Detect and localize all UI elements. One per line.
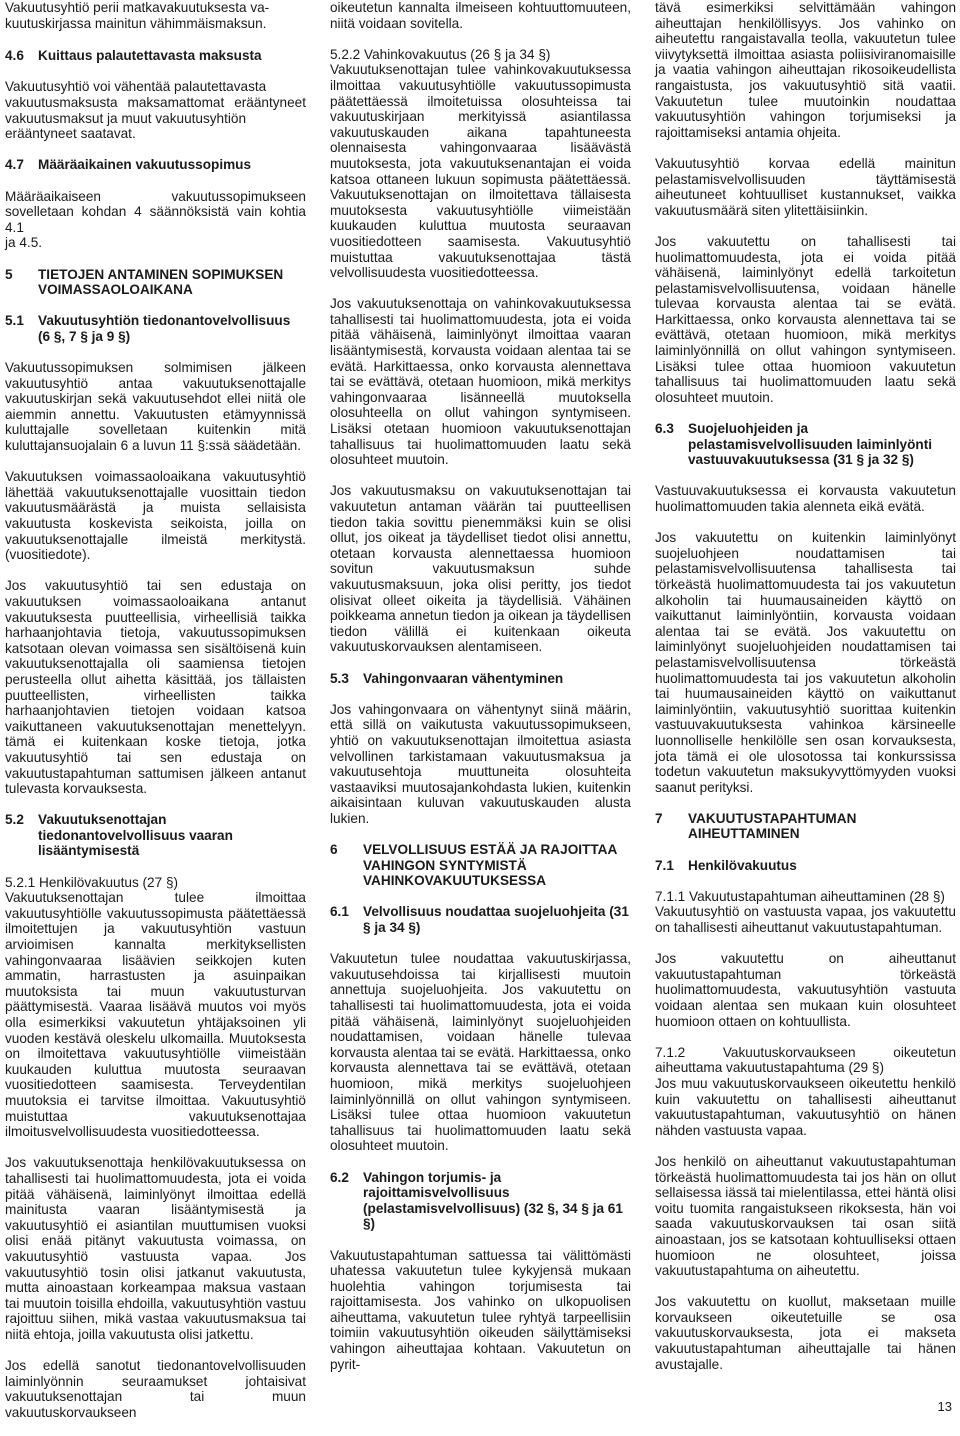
paragraph: Vakuutustapahtuman sattuessa tai välittömästi uhatessa vakuutetun tulee kykyjensä mukaan huolehtia vahingon torjumisesta tai rajoittamisesta. Jos vahinko on ulkopuolisen aiheuttama, vakuutetun tulee ryhtyä tarpeellisiin toimiin vakuutusyhtiön oikeuden säilyttämiseksi vahingon aiheuttajaa kohtaan. Vakuutetun on pyrit- bbox=[330, 1247, 631, 1372]
paragraph: Jos vakuutuksenottaja on vahinkovakuutuksessa tahallisesti tai huolimattomuudesta, jota ei voida pitää vähäisenä, laiminlyönyt ilmoittaa vaaran lisääntymisestä, korvausta voidaan alentaa tai se evätä. Harkittaessa, onko korvausta alennettava tai se evättävä, otetaan huomioon, mikä merkitys vahingonvaaraa lisänneellä muutoksella olosuhteella on ollut vahingon syntymiseen. Lisäksi otetaan huomioon vakuutuksenottajan tahallisuus tai huolimattomuuden laatu sekä olosuhteet muutoin. bbox=[330, 296, 631, 468]
section-number: 4.6 bbox=[5, 48, 24, 64]
section-number: 6.3 bbox=[655, 421, 674, 437]
paragraph: Jos vakuutuksenottaja henkilövakuutuksessa on tahallisesti tai huolimattomuudesta, jota ei voida pitää vähäisenä, laiminlyönyt ilmoittaa edellä mainitusta vaaran lisääntymisestä ja vakuutusyhtiö ei asiantilan muuttumisen vuoksi olisi enää pitänyt vakuutusta voimassa, on vakuutusyhtiö vastuusta vapaa. Jos vakuutusyhtiö tosin olisi jatkanut vakuutusta, mutta ainoastaan korkeampaa maksua vastaan tai muutoin toisilla ehdoilla, vakuutusyhtiön vastuu rajoittuu siihen, mikä vastaa vakuutusmaksua tai niitä ehtoja, joilla vakuutusta olisi jatkettu. bbox=[5, 1155, 306, 1342]
section-number: 6.1 bbox=[330, 904, 349, 920]
section-heading-5-3 bbox=[330, 671, 631, 687]
paragraph: Jos henkilö on aiheuttanut vakuutustapahtuman törkeästä huolimattomuudesta tai jos hän on ollut sellaisessa iässä tai mielentilassa, ettei häntä olisi voitu tuomita rangaistukseen rikoksesta, hän voi saada vakuutuskorvauksen tai osan siitä ainoastaan, jos se katsotaan kohtuulliseksi ottaen huomioon ne olosuhteet, joissa vakuutustapahtuma on aiheutettu. bbox=[655, 1153, 956, 1279]
paragraph: Vakuutusyhtiö on vastuusta vapaa, jos vakuutettu on tahallisesti aiheuttanut vakuutustapahtuman. bbox=[655, 904, 956, 936]
paragraph: Jos vakuutettu on tahallisesti tai huolimattomuudesta, jota ei voida pitää vähäisenä, laiminlyönyt edellä tarkoitetun pelastamisvelvollisuutensa, voidaan hänelle tulevaa korvausta alentaa tai se evätä. Harkittaessa, onko korvausta alennettava tai se evättävä, otetaan huomioon, mikä merkitys laiminlyönnillä on ollut vahingon syntymiseen. Lisäksi tulee ottaa huomioon vakuutetun tahallisuus tai huolimattomuuden laatu sekä olosuhteet muutoin. bbox=[655, 233, 956, 405]
section-number: 6 bbox=[330, 842, 338, 858]
section-number: 7.1 bbox=[655, 857, 674, 873]
section-number: 4.7 bbox=[5, 157, 24, 173]
section-title: VELVOLLISUUS ESTÄÄ JA RAJOITTAA VAHINGON SYNTYMISTÄ VAHINKOVAKUUTUKSESSA bbox=[363, 842, 617, 889]
section-number: 7 bbox=[655, 810, 663, 826]
column-3 bbox=[655, 0, 956, 1388]
paragraph: Vakuutusyhtiö korvaa edellä mainitun pelastamisvelvollisuuden täyttämisestä aiheutuneet kohtuulliset kustannukset, vaikka vakuutusmäärä siten ylitettäisiinkin. bbox=[655, 155, 956, 218]
section-heading-6-2 bbox=[330, 1170, 631, 1232]
section-title: Vakuutuksenottajan tiedonantovelvollisuus vaaran lisääntymisestä bbox=[38, 812, 233, 859]
section-title: Henkilövakuutus bbox=[688, 857, 797, 873]
section-heading-5 bbox=[5, 267, 306, 298]
paragraph: Jos vakuutettu on aiheuttanut vakuutustapahtuman törkeästä huolimattomuudesta, vakuutusyhtiön vastuuta voidaan alentaa sen mukaan kuin olosuhteet huomioon ottaen on kohtuullista. bbox=[655, 951, 956, 1029]
section-number: 5.2 bbox=[5, 812, 24, 828]
paragraph: Vastuuvakuutuksessa ei korvausta vakuutetun huolimattomuuden takia alenneta eikä evätä. bbox=[655, 483, 956, 514]
subsection-title: 7.1.1 Vakuutustapahtuman aiheuttaminen (28 §) bbox=[655, 888, 945, 904]
section-title: Vahingon torjumis- ja rajoittamisvelvollisuus (pelastamisvelvollisuus) (32 §, 34 § ja 61 §) bbox=[363, 1169, 623, 1232]
section-title: Kuittaus palautettavasta maksusta bbox=[38, 48, 262, 64]
section-heading-7 bbox=[655, 811, 956, 842]
paragraph: Vakuutusyhtiö voi vähentää palautettavasta vakuutusmaksusta maksamattomat erääntyneet vakuutusmaksut ja muut vakuutusyhtiön erääntyneet saatavat. bbox=[5, 79, 306, 142]
section-heading-6 bbox=[330, 842, 631, 889]
section-title: TIETOJEN ANTAMINEN SOPIMUKSEN VOIMASSAOLOAIKANA bbox=[38, 266, 284, 298]
subsection-title: 7.1.2 Vakuutuskorvaukseen oikeutetun aiheuttama vakuutustapahtuma (29 §) bbox=[655, 1044, 956, 1076]
paragraph: Jos edellä sanotut tiedonantovelvollisuuden laiminlyönnin seuraamukset johtaisivat vakuutuksenottajan tai muun vakuutuskorvaukseen bbox=[5, 1358, 306, 1420]
paragraph: Vakuutuksenottajan tulee ilmoittaa vakuutusyhtiölle vakuutussopimusta päätettäessä ilmoitettujen ja vakuutusyhtiön vastuun arvioimisen kannalta merkityksellisten vahingonvaaraa lisäävien seikkojen kuten ammatin, harrastusten ja asuinpaikan muutoksista tai muun vakuutusturvan päättymisestä. Vaaraa lisäävä muutos voi myös olla esimerkiksi vakuutetun yhtäjaksoinen yli vuoden kestävä oleskelu ulkomailla. Muutoksesta on ilmoitettava vakuutusyhtiölle viimeistään kuukauden kuluttua muutosta seuraavan vuositiedotteen saamisesta. Terveydentilan muutoksia ei tarvitse ilmoittaa. Vakuutusyhtiö muistuttaa vakuutuksenottajaa ilmoitusvelvollisuudesta vuositiedotteessa. bbox=[5, 890, 306, 1140]
paragraph: Jos muu vakuutuskorvaukseen oikeutettu henkilö kuin vakuutettu on tahallisesti aiheuttanut vakuutustapahtuman, vakuutusyhtiö on hänen nähden vastuusta vapaa. bbox=[655, 1075, 956, 1138]
paragraph: Jos vahingonvaara on vähentynyt siinä määrin, että sillä on vaikutusta vakuutussopimukseen, yhtiö on vakuutuksenottajan ilmoitettua asiasta velvollinen tarkistamaan vakuutusmaksua ja vakuutusehtoja muuttuneita olosuhteita vastaaviksi muutosajankohdasta lukien, kuitenkin aikaisintaan kuluvan vakuutuskauden alusta lukien. bbox=[330, 701, 631, 826]
section-title: VAKUUTUSTAPAHTUMAN AIHEUTTAMINEN bbox=[688, 810, 857, 842]
column-2 bbox=[330, 0, 631, 1388]
section-heading-5-1 bbox=[5, 313, 306, 344]
section-heading-7-1 bbox=[655, 858, 956, 874]
column-1 bbox=[5, 0, 306, 1436]
section-heading-6-3 bbox=[655, 421, 956, 468]
paragraph: Jos vakuutusyhtiö tai sen edustaja on vakuutuksen voimassaoloaikana antanut vakuutuksesta puutteellisia, virheellisiä taikka harhaanjohtavia tietoja, vakuutussopimuksen katsotaan olevan voimassa sen sisältöisenä kuin vakuutuksenottajalla oli saamiensa tietojen perusteella ollut aihetta käsittää, jos tällaisten puutteellisten, virheellisten taikka harhaanjohtavien tietojen voidaan katsoa vaikuttaneen vakuutuksenottajan menettelyyn. tämä ei kuitenkaan koske tietoja, jotka vakuutusyhtiö tai sen edustaja on vakuutustapahtuman sattumisen jälkeen antanut tulevasta korvauksesta. bbox=[5, 578, 306, 797]
paragraph: Jos vakuutusmaksu on vakuutuksenottajan tai vakuutetun antaman väärän tai puutteellisen tiedon takia sovittu pienemmäksi kuin se olisi ollut, jos oikeat ja täydelliset tiedot olisi annettu, otetaan korvausta alennettaessa huomioon sovitun vakuutusmaksun suhde vakuutusmaksuun, joka olisi peritty, jos tiedot olisivat olleet oikeita ja täydellisiä. Vähäinen poikkeama annetun tiedon ja oikean ja täydellisen tiedon välillä ei kuitenkaan oikeuta vakuutuskorvauksen alentamiseen. bbox=[330, 483, 631, 655]
section-heading-4-7 bbox=[5, 157, 306, 173]
paragraph: oikeutetun kannalta ilmeiseen kohtuuttomuuteen, niitä voidaan sovitella. bbox=[330, 0, 631, 31]
paragraph: tävä esimerkiksi selvittämään vahingon aiheuttajan henkilöllisyys. Jos vahinko on aiheutettu rangaistavalla teolla, vakuutetun tulee viivytyksettä ilmoittaa asiasta poliisiviranomaisille ja vaatia vahingon aiheuttajan rikosoikeudellista rangaistusta, jos vakuutusyhtiö sitä vaatii. Vakuutetun tulee muutoinkin noudattaa vakuutusyhtiön vahingon torjumiseksi ja rajoittamiseksi antamia ohjeita. bbox=[655, 0, 956, 140]
section-title: Suojeluohjeiden ja pelastamisvelvollisuuden laiminlyönti vastuuvakuutuksessa (31 § ja 32 §) bbox=[688, 421, 933, 468]
paragraph: Vakuutusyhtiö perii matkavakuutuksesta va- kuutuskirjassa mainitun vähimmäismaksun. bbox=[5, 0, 270, 31]
section-heading-6-1 bbox=[330, 904, 631, 935]
paragraph: Vakuutussopimuksen solmimisen jälkeen vakuutusyhtiö antaa vakuutuksenottajalle vakuutuskirjan sekä vakuutusehdot ellei niitä ole aiemmin annettu. Vakuutusten etämyynnissä kuluttajalle sovelletaan kuitenkin mitä kuluttajansuojalain 6 a luvun 11 §:ssä säädetään. bbox=[5, 360, 306, 454]
section-number: 5.3 bbox=[330, 670, 349, 686]
page-number: 13 bbox=[937, 1399, 952, 1414]
paragraph: Vakuutetun tulee noudattaa vakuutuskirjassa, vakuutusehdoissa tai kirjallisesti muutoin annettuja suojeluohjeita. Jos vakuutettu on tahallisesti tai huolimattomuudesta, jota ei voida pitää vähäisenä, laiminlyönyt suojeluohjeiden noudattamisen, voidaan hänelle tulevaa korvausta alentaa tai se evätä. Harkittaessa, onko korvausta alennettava tai se evättävä, otetaan huomioon, mikä merkitys suojeluohjeen laiminlyönnillä on ollut vahingon syntymiseen. Lisäksi tulee ottaa huomioon vakuutetun tahallisuus tai huolimattomuuden laatu sekä olosuhteet muutoin. bbox=[330, 951, 631, 1154]
paragraph: Vakuutuksenottajan tulee vahinkovakuutuksessa ilmoittaa vakuutusyhtiölle vakuutussopimusta päätettäessä ilmoitetuissa olosuhteissa tai vakuutuskirjaan merkityissä asiantilassa vakuutuskauden aikana tapahtuneesta olennaisesta vahingonvaaraa lisäävästä muutoksesta, jota vakuutuksenantajan ei voida katsoa ottaneen lukuun sopimusta päätettäessä. Vakuutuksenottajan on ilmoitettava tällaisesta muutoksesta vakuutusyhtiölle viimeistään kuukauden kuluttua muutosta seuraavan vuositiedotteen saamisesta. Vakuutusyhtiö muistuttaa vakuutuksenottajaa tästä velvollisuudesta vuositiedotteessa. bbox=[330, 62, 631, 281]
section-title: Velvollisuus noudattaa suojeluohjeita (31 § ja 34 §) bbox=[363, 904, 629, 936]
section-number: 5 bbox=[5, 266, 13, 282]
section-title: Vakuutusyhtiön tiedonantovelvollisuus (6 §, 7 § ja 9 §) bbox=[38, 313, 291, 344]
subsection-title: 5.2.1 Henkilövakuutus (27 §) bbox=[5, 874, 179, 890]
paragraph: Jos vakuutettu on kuitenkin laiminlyönyt suojeluohjeen noudattamisen tai pelastamisvelvollisuutensa tahallisesta tai törkeästä huolimattomuudesta tai jos vakuutetun alkoholin tai huumausaineiden käyttö on vaikuttanut laiminlyöntiin, korvausta voidaan alentaa tai se evätä. Jos vakuutettu on laiminlyönyt suojeluohjeiden noudattamisen tai pelastamisvelvollisuutensa törkeästä huolimattomuudesta tai jos vakuutetun alkoholin tai huumausaineiden käyttö on vaikuttanut laiminlyöntiin, vakuutusyhtiö suorittaa kuitenkin vastuuvakuutuksesta vahinkoa kärsineelle luonnolliselle henkilölle sen osan korvauksesta, jota tämä ei ole ulosotossa tai konkurssissa todetun vakuutetun maksukyvyttömyyden vuoksi saanut perityksi. bbox=[655, 530, 956, 795]
paragraph: Määräaikaiseen vakuutussopimukseen sovelletaan kohdan 4 säännöksistä vain kohtia 4.1 ja 4.5. bbox=[5, 188, 306, 251]
section-title: Määräaikainen vakuutussopimus bbox=[38, 157, 252, 173]
section-number: 5.1 bbox=[5, 313, 24, 329]
paragraph: Vakuutuksen voimassaoloaikana vakuutusyhtiö lähettää vakuutuksenottajalle vuosittain tiedon vakuutusmäärästä ja muista sellaisista vakuutusta koskevista seikoista, joilla on vakuutuksenottajalle ilmeistä merkitystä. (vuositiedote). bbox=[5, 469, 306, 563]
section-title: Vahingonvaaran vähentyminen bbox=[363, 670, 564, 686]
section-heading-5-2 bbox=[5, 812, 306, 859]
section-number: 6.2 bbox=[330, 1169, 349, 1185]
section-heading-4-6 bbox=[5, 48, 306, 64]
paragraph: Jos vakuutettu on kuollut, maksetaan muille korvaukseen oikeutetuille se osa vakuutuskorvauksesta, jota ei makseta vakuutustapahtuman aiheuttajalle tai hänen avustajalle. bbox=[655, 1294, 956, 1372]
subsection-title: 5.2.2 Vahinkovakuutus (26 § ja 34 §) bbox=[330, 46, 551, 62]
